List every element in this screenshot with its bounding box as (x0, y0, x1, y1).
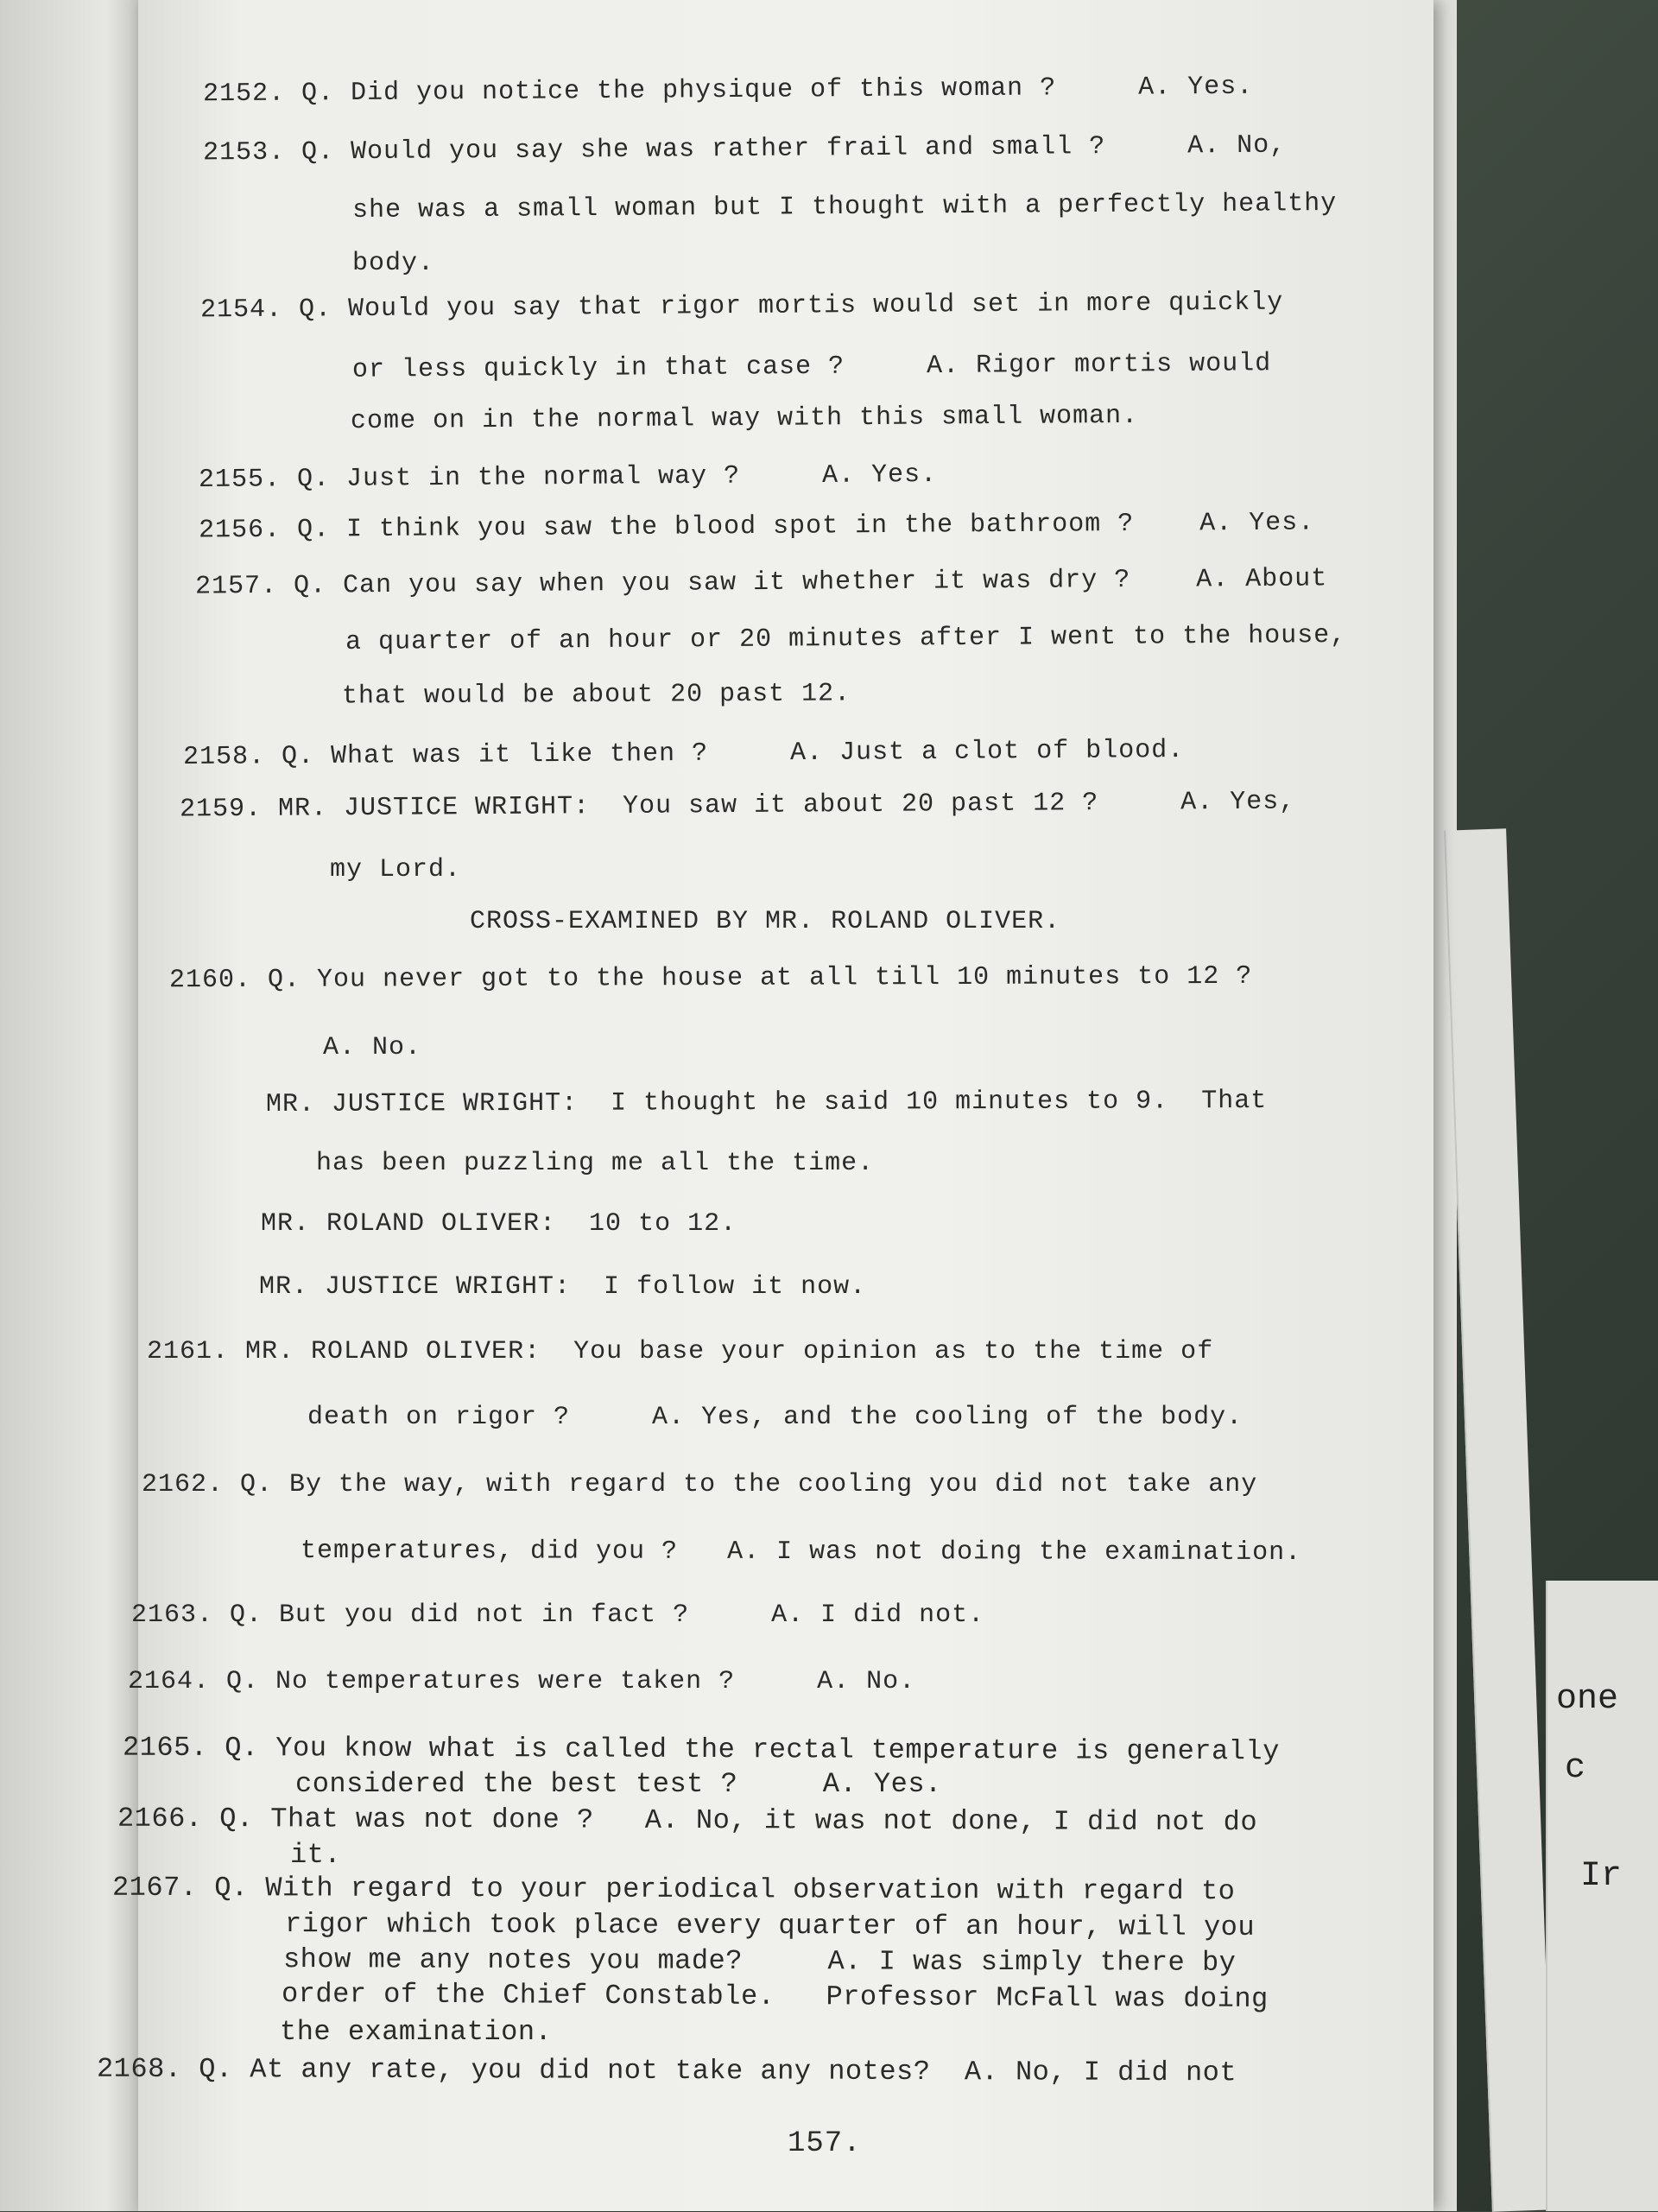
text-line: 2160. Q. You never got to the house at all till 10 minutes to 12 ? (168, 961, 1253, 996)
document-page (96, 0, 1433, 2211)
text-line: 2159. MR. JUSTICE WRIGHT: You saw it about 20 past 12 ? A. Yes, (179, 787, 1296, 825)
text-line: come on in the normal way with this small woman. (350, 401, 1139, 437)
text-line: A. No. (323, 1033, 422, 1062)
text-line: 2153. Q. Would you say she was rather frail and small ? A. No, (202, 130, 1287, 168)
text-line: that would be about 20 past 12. (341, 679, 851, 712)
text-line: MR. JUSTICE WRIGHT: I thought he said 10 minutes to 9. That (265, 1086, 1268, 1120)
text-line: death on rigor ? A. Yes, and the cooling of the body. (307, 1403, 1244, 1432)
text-line: 2161. MR. ROLAND OLIVER: You base your opinion as to the time of (147, 1337, 1214, 1366)
text-line: MR. ROLAND OLIVER: 10 to 12. (261, 1209, 737, 1239)
text-line: 2163. Q. But you did not in fact ? A. I did not. (131, 1600, 985, 1630)
page-number: 157. (788, 2127, 862, 2160)
text-line: or less quickly in that case ? A. Rigor mortis would (351, 349, 1272, 385)
text-line: considered the best test ? A. Yes. (295, 1768, 942, 1800)
text-line: body. (352, 249, 435, 278)
text-line: my Lord. (330, 855, 462, 884)
edge-text: one (1556, 1680, 1619, 1719)
text-line: the examination. (280, 2016, 553, 2048)
text-line: 2152. Q. Did you notice the physique of this woman ? A. Yes. (202, 72, 1254, 110)
text-line: 2168. Q. At any rate, you did not take any notes? A. No, I did not (96, 2052, 1237, 2089)
text-line: 2158. Q. What was it like then ? A. Just a clot of blood. (182, 735, 1185, 773)
text-line: MR. JUSTICE WRIGHT: I follow it now. (259, 1272, 867, 1302)
page-edge (1546, 1581, 1658, 2211)
text-line: 2165. Q. You know what is called the rectal temperature is generally (122, 1731, 1280, 1768)
edge-text: Ir (1580, 1857, 1623, 1896)
text-line: 2166. Q. That was not done ? A. No, it was not done, I did not do (117, 1802, 1258, 1839)
edge-text: c (1565, 1749, 1586, 1788)
text-line: 2162. Q. By the way, with regard to the cooling you did not take any (142, 1470, 1258, 1499)
text-line: it. (290, 1839, 342, 1871)
text-line: order of the Chief Constable. Professor McFall was doing (281, 1978, 1269, 2015)
text-line: 2155. Q. Just in the normal way ? A. Yes. (198, 460, 938, 495)
text-line: rigor which took place every quarter of an hour, will you (284, 1908, 1256, 1943)
text-line: temperatures, did you ? A. I was not doing the examination. (300, 1536, 1302, 1569)
text-line: show me any notes you made? A. I was simply there by (282, 1943, 1237, 1979)
text-line: 2156. Q. I think you saw the blood spot in the bathroom ? A. Yes. (198, 508, 1315, 546)
text-line: 2154. Q. Would you say that rigor mortis would set in more quickly (199, 288, 1284, 326)
text-line: she was a small woman but I thought with a perfectly healthy (351, 189, 1338, 225)
text-line: 2167. Q. With regard to your periodical observation with regard to (111, 1871, 1236, 1908)
text-line: 2157. Q. Can you say when you saw it whether it was dry ? A. About (194, 564, 1328, 602)
section-heading: CROSS-EXAMINED BY MR. ROLAND OLIVER. (470, 907, 1061, 936)
text-line: 2164. Q. No temperatures were taken ? A. No. (128, 1667, 916, 1696)
text-line: a quarter of an hour or 20 minutes after I went to the house, (345, 620, 1347, 658)
text-line: has been puzzling me all the time. (316, 1149, 875, 1178)
